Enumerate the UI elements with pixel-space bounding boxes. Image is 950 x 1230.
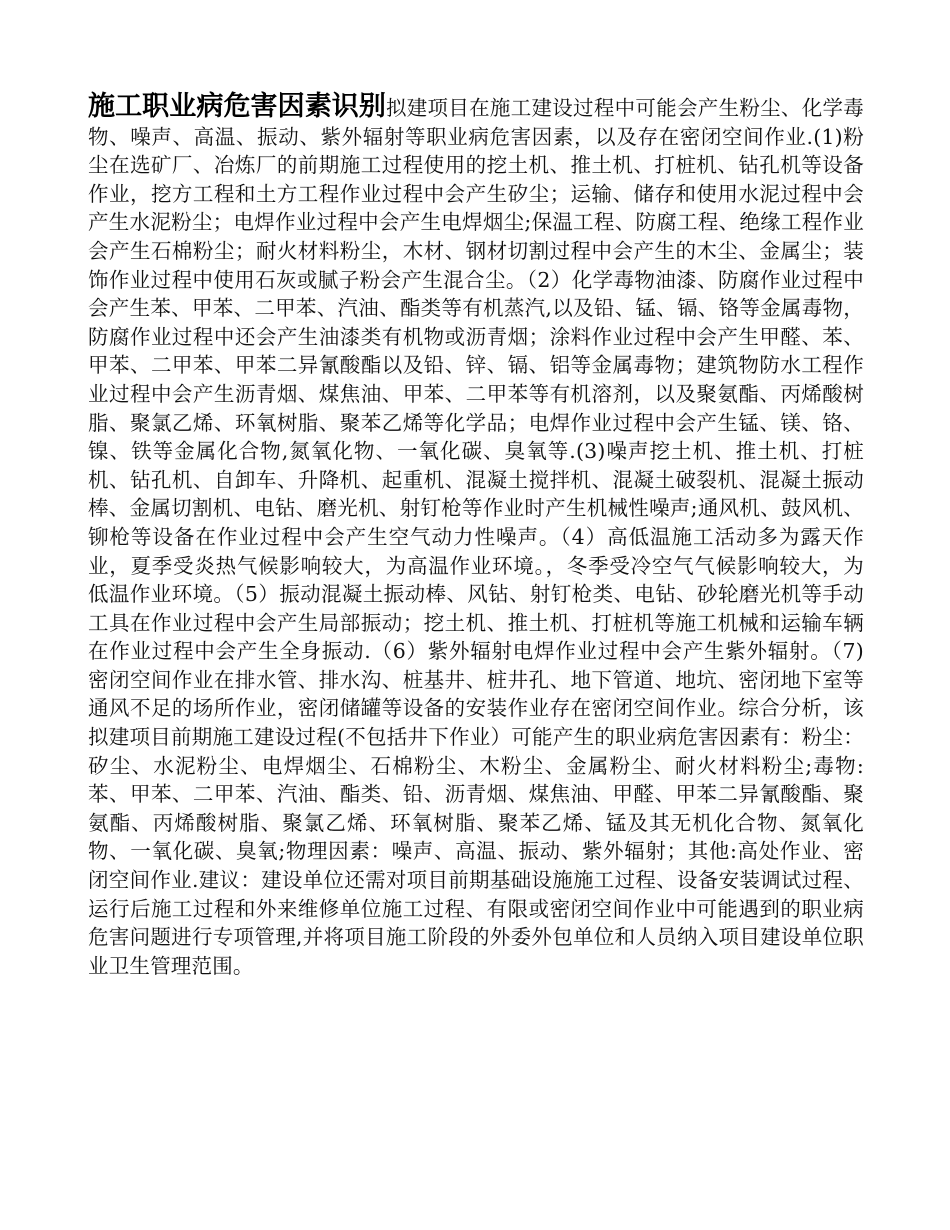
document-paragraph: 拟建项目在施工建设过程中可能会产生粉尘、化学毒物、噪声、高温、振动、紫外辐射等职业病危害因素，以及存在密闭空间作业.(1)粉尘在选矿厂、冶炼厂的前期施工过程使用的挖土机、推土机、打桩机、钻孔机等设备作业，挖方工程和土方工程作业过程中会产生矽尘；运输、储存和使用水泥过程中会产生水泥粉尘；电焊作业过程中会产生电焊烟尘;保温工程、防腐工程、绝缘工程作业会产生石棉粉尘；耐火材料粉尘，木材、钢材切割过程中会产生的木尘、金属尘；装饰作业过程中使用石灰或腻子粉会产生混合尘。（2）化学毒物油漆、防腐作业过程中会产生苯、甲苯、二甲苯、汽油、酯类等有机蒸汽,以及铅、锰、镉、铬等金属毒物，防腐作业过程中还会产生油漆类有机物或沥青烟；涂料作业过程中会产生甲醛、苯、甲苯、二甲苯、甲苯二异氰酸酯以及铅、锌、镉、铝等金属毒物；建筑物防水工程作业过程中会产生沥青烟、煤焦油、甲苯、二甲苯等有机溶剂，以及聚氨酯、丙烯酸树脂、聚氯乙烯、环氧树脂、聚苯乙烯等化学品；电焊作业过程中会产生锰、镁、铬、镍、铁等金属化合物,氮氧化物、一氧化碳、臭氧等.(3)噪声挖土机、推土机、打桩机、钻孔机、自卸车、升降机、起重机、混凝土搅拌机、混凝土破裂机、混凝土振动棒、金属切割机、电钻、磨光机、射钉枪等作业时产生机械性噪声;通风机、鼓风机、铆枪等设备在作业过程中会产生空气动力性噪声。（4）高低温施工活动多为露天作业，夏季受炎热气候影响较大，为高温作业环境。，冬季受冷空气气候影响较大，为低温作业环境。（5）振动混凝土振动棒、风钻、射钉枪类、电钻、砂轮磨光机等手动工具在作业过程中会产生局部振动；挖土机、推土机、打桩机等施工机械和运输车辆在作业过程中会产生全身振动.（6）紫外辐射电焊作业过程中会产生紫外辐射。（7)密闭空间作业在排水管、排水沟、桩基井、桩井孔、地下管道、地坑、密闭地下室等通风不足的场所作业，密闭储罐等设备的安装作业存在密闭空间作业。综合分析，该拟建项目前期施工建设过程(不包括井下作业）可能产生的职业病危害因素有：粉尘：矽尘、水泥粉尘、电焊烟尘、石棉粉尘、木粉尘、金属粉尘、耐火材料粉尘;毒物:苯、甲苯、二甲苯、汽油、酯类、铅、沥青烟、煤焦油、甲醛、甲苯二异氰酸酯、聚氨酯、丙烯酸树脂、聚氯乙烯、环氧树脂、聚苯乙烯、锰及其无机化合物、氮氧化物、一氧化碳、臭氧;物理因素：噪声、高温、振动、紫外辐射；其他:高处作业、密闭空间作业.建议：建设单位还需对项目前期基础设施施工过程、设备安装调试过程、运行后施工过程和外来维修单位施工过程、有限或密闭空间作业中可能遇到的职业病危害问题进行专项管理,并将项目施工阶段的外委外包单位和人员纳入项目建设单位职业卫生管理范围。 xyxy=(88,96,864,978)
document-title: 施工职业病危害因素识别 xyxy=(88,91,386,122)
document-body xyxy=(88,93,864,980)
